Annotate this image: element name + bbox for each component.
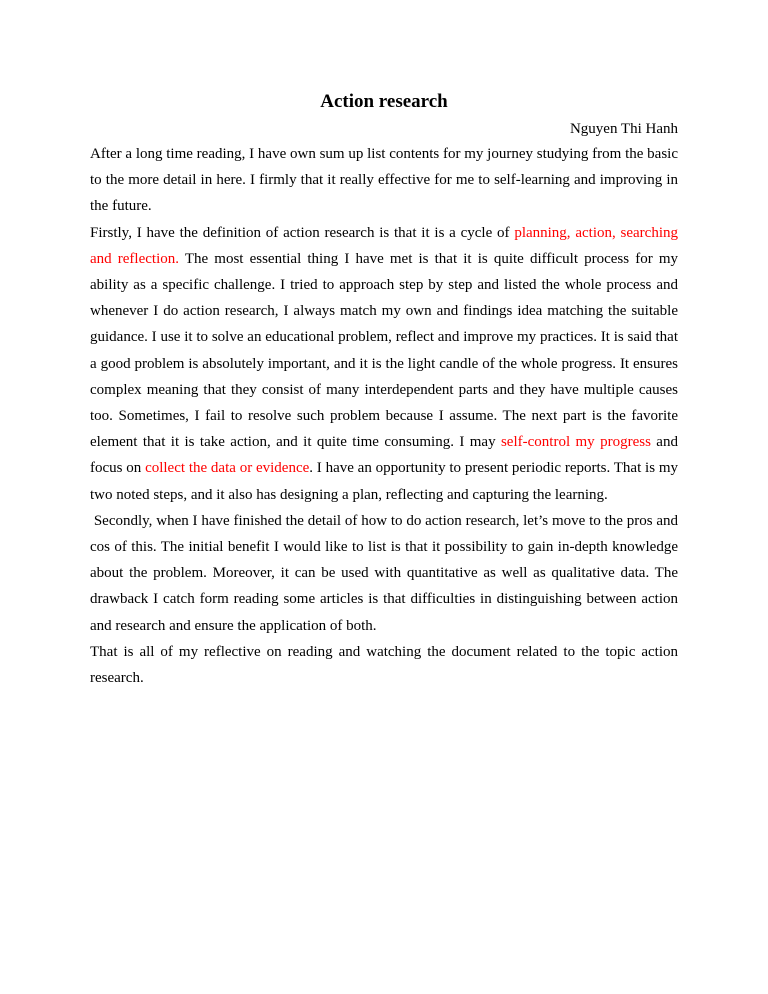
paragraph-firstly-text-2: The most essential thing I have met is that it is quite difficult process for my ability as a specific challenge. I tried to approach step by step and listed the whole process and whenever I do action research, I always match my own and findings idea matching the suitable guidance. I use it to solve an educational problem, reflect and improve my practices. It is said that a good problem is absolutely important, and it is the light candle of the whole progress. It ensures complex meaning that they consist of many interdependent parts and they have multiple causes too. Sometimes, I fail to resolve such problem because I assume. The next part is the favorite element that it is take action, and it quite time consuming. I may — [90, 250, 679, 451]
paragraph-conclusion-text: That is all of my reflective on reading and watching the document related to the topic action research. — [90, 643, 678, 687]
paragraph-firstly-text-4: . I have an opportunity to present periodic reports. That is my two noted steps, and it also has designing a plan, reflecting and capturing the learning. — [90, 460, 678, 503]
paragraph-secondly — [90, 508, 678, 639]
highlight-collect-data: collect the data or evidence — [145, 460, 310, 477]
paragraph-firstly-text-1: Firstly, I have the definition of action research is that it is a cycle of — [90, 224, 515, 241]
highlight-planning-cycle: planning, action, searching and reflection. — [90, 224, 678, 267]
document-title: Action research — [320, 91, 448, 112]
paragraph-secondly-text: Secondly, when I have finished the detail of how to do action research, let’s move to the pros and cos of this. The initial benefit I would like to list is that it possibility to gain in-depth knowledge about the problem. Moreover, it can be used with quantitative as well as qualitative data. The drawback I catch form reading some articles is that difficulties in distinguishing between action and research and ensure the application of both. — [90, 512, 679, 634]
paragraph-conclusion — [90, 639, 678, 691]
paragraph-firstly — [90, 220, 678, 508]
document-page — [90, 0, 678, 691]
paragraph-intro-text: After a long time reading, I have own sum up list contents for my journey studying from the basic to the more detail in here. I firmly that it really effective for me to self-learning and improving in the future. — [90, 146, 678, 215]
author-name: Nguyen Thi Hanh — [569, 121, 678, 137]
paragraph-firstly-text-3: and focus on — [90, 434, 678, 477]
paragraph-intro — [90, 141, 678, 220]
highlight-self-control: self-control my progress — [500, 434, 651, 451]
